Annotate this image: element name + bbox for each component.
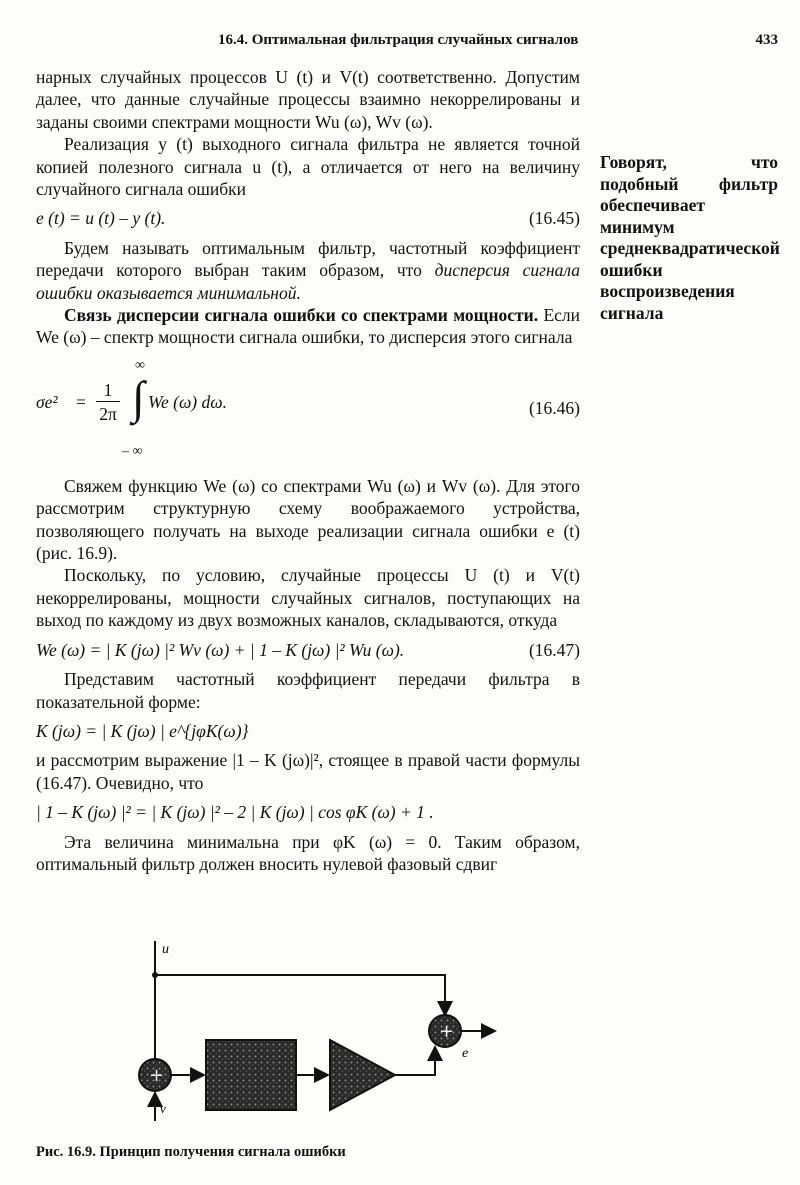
integral-sign: ∫	[132, 371, 145, 423]
equation-16-46-number: (16.46)	[528, 397, 580, 418]
page-number: 433	[755, 32, 778, 48]
inverter-triangle	[330, 1040, 395, 1110]
paragraph-1: нарных случайных процессов U (t) и V(t) соответственно. Допустим далее, что данные случайные процессы взаимно некоррелированы и заданы своими спектрами мощности Wu (ω), Wv (ω).	[36, 67, 580, 132]
fraction-numerator: 1	[96, 379, 120, 402]
paragraph-4	[36, 304, 580, 349]
margin-note: Говорят, что подобный фильтр обеспечивает минимум среднеквадратической ошибки воспроизведения сигнала	[600, 152, 780, 323]
equation-16-47	[36, 639, 580, 661]
equation-16-47-body: We (ω) = | K (jω) |² Wv (ω) + | 1 – K (jω) |² Wu (ω).	[36, 639, 405, 660]
paragraph-7: Представим частотный коэффициент передачи фильтра в показательной форме:	[36, 669, 580, 712]
paragraph-5: Свяжем функцию We (ω) со спектрами Wu (ω) и Wv (ω). Для этого рассмотрим структурную схему воображаемого устройства, позволяющего получать на выходе реализации сигнала ошибки e (t) (рис. 16.9).	[36, 475, 580, 564]
figure-16-9	[110, 935, 510, 1125]
bypass-path	[155, 975, 445, 1015]
equation-expansion	[36, 801, 580, 823]
paragraph-6: Поскольку, по условию, случайные процессы U (t) и V(t) некоррелированы, мощности случайных сигналов, поступающих на выход по каждому из двух возможных каналов, складываются, откуда	[36, 565, 580, 631]
equation-16-45-number: (16.45)	[528, 208, 580, 229]
paragraph-8: и рассмотрим выражение |1 – K (jω)|², стоящее в правой части формулы (16.47). Очевидно, что	[36, 750, 580, 793]
equation-16-46-equals: =	[76, 391, 86, 412]
integrand: We (ω) dω.	[148, 391, 227, 412]
equation-16-46-lhs: σe²	[36, 391, 58, 412]
e-label: e	[462, 1046, 469, 1061]
v-label: v	[160, 1101, 166, 1116]
equation-expansion-body: | 1 – K (jω) |² = | K (jω) |² – 2 | K (jω) | cos φK (ω) + 1 .	[36, 802, 434, 823]
integral-lower-limit: – ∞	[122, 443, 143, 459]
section-title: 16.4. Оптимальная фильтрация случайных сигналов	[218, 32, 579, 48]
equation-16-46-fraction	[96, 379, 120, 426]
filter-block	[206, 1040, 296, 1110]
plus-sign-left: +	[149, 1065, 165, 1086]
plus-sign-right: +	[439, 1021, 455, 1042]
u-label: u	[162, 942, 169, 957]
amplifier-to-output-line	[395, 1047, 435, 1075]
block-diagram	[110, 935, 510, 1125]
paragraph-2: Реализация y (t) выходного сигнала фильтра не является точной копией полезного сигнала u (t), а отличается от него на величину случайного сигнала ошибки	[36, 134, 580, 200]
paragraph-3-text: Будем называть оптимальным фильтр, частотный коэффициент передачи которого выбран таким образом, что	[36, 237, 580, 281]
figure-caption: Рис. 16.9. Принцип получения сигнала ошибки	[36, 1144, 346, 1160]
paragraph-9: Эта величина минимальна при φK (ω) = 0. Таким образом, оптимальный фильтр должен вносить нулевой фазовый сдвиг	[36, 831, 580, 874]
paragraph-4-text: Если We (ω) – спектр мощности сигнала ошибки, то дисперсия этого сигнала	[36, 305, 581, 348]
fraction-denominator: 2π	[99, 403, 117, 424]
paragraph-3-italic: дисперсия сигнала ошибки оказывается минимальной.	[36, 260, 581, 303]
paragraph-3	[36, 237, 580, 304]
integral-upper-limit: ∞	[135, 357, 145, 373]
equation-polar-form-body: K (jω) = | K (jω) | e^{jφK(ω)}	[36, 720, 249, 741]
main-text	[36, 66, 580, 875]
running-head	[218, 32, 778, 54]
equation-16-45-body: e (t) = u (t) – y (t).	[36, 208, 166, 229]
equation-16-47-number: (16.47)	[528, 639, 580, 660]
equation-polar-form	[36, 720, 580, 742]
equation-16-46	[36, 355, 580, 465]
paragraph-4-heading: Связь дисперсии сигнала ошибки со спектрами мощности.	[64, 305, 539, 326]
equation-16-45	[36, 207, 580, 229]
